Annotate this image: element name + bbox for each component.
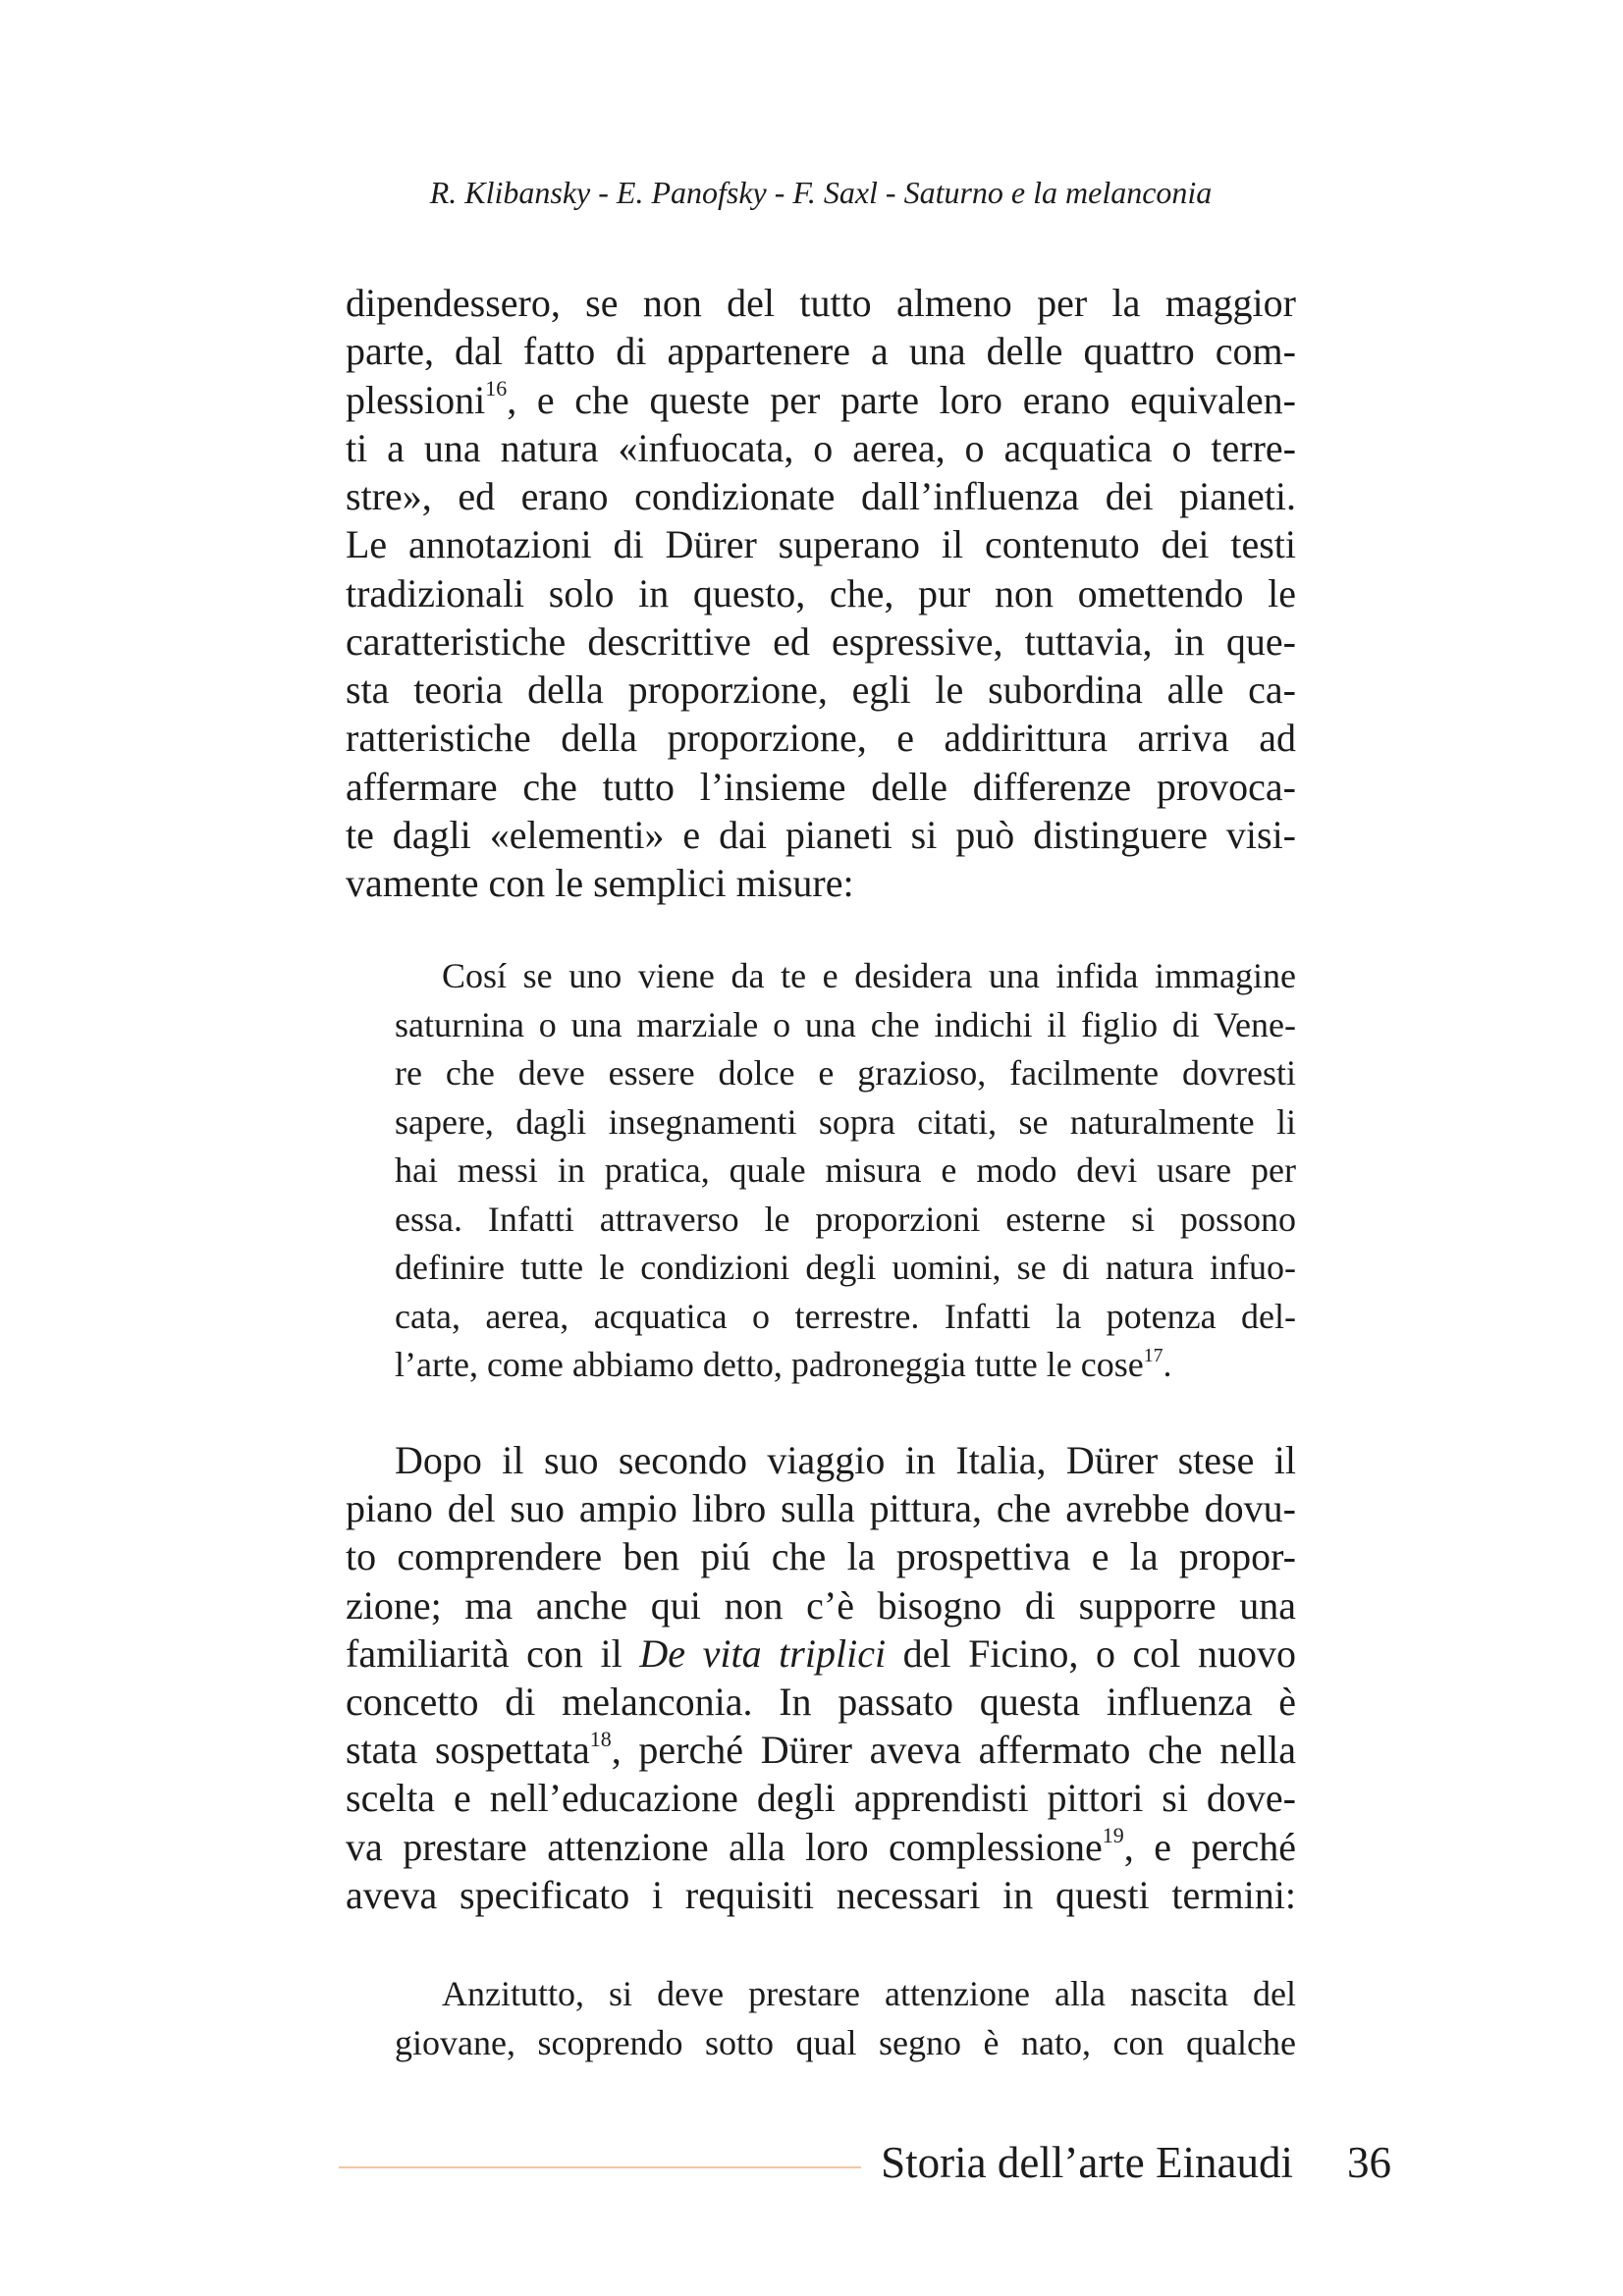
text-segment: , e perché xyxy=(1123,1824,1296,1869)
text-line: hai messi in pratica, quale misura e modo devi usare per xyxy=(395,1150,1296,1190)
text-line xyxy=(346,1726,1296,1774)
text-line: sapere, dagli insegnamenti sopra citati, se naturalmente li xyxy=(395,1101,1296,1142)
text-segment: familiarità con il xyxy=(346,1630,640,1676)
text-line: zione; ma anche qui non c’è bisogno di supporre una xyxy=(346,1582,1296,1628)
text-line: aveva specificato i requisiti necessari in questi termini: xyxy=(346,1872,1296,1917)
text-line: scelta e nell’educazione degli apprendisti pittori si dove- xyxy=(346,1776,1296,1821)
text-line: ratteristiche della proporzione, e addirittura arriva ad xyxy=(346,716,1296,761)
text-line: ti a una natura «infuocata, o aerea, o acquatica o terre- xyxy=(346,425,1296,470)
footer-rule xyxy=(339,2166,861,2168)
text-line xyxy=(346,1629,1296,1678)
text-line: essa. Infatti attraverso le proporzioni esterne si possono xyxy=(395,1199,1296,1239)
text-line xyxy=(346,376,1296,424)
body-paragraph xyxy=(346,1436,1296,1919)
text-line: cata, aerea, acquatica o terrestre. Infatti la potenza del- xyxy=(395,1296,1296,1336)
text-line: piano del suo ampio libro sulla pittura, che avrebbe dovu- xyxy=(346,1486,1296,1531)
text-line: tradizionali solo in questo, che, pur non omettendo le xyxy=(346,570,1296,615)
text-line xyxy=(346,1823,1296,1871)
text-line: dipendessero, se non del tutto almeno per la maggior xyxy=(346,281,1296,325)
text-line xyxy=(395,1341,1296,1390)
text-line: stre», ed erano condizionate dall’influenza dei pianeti. xyxy=(346,474,1296,518)
book-title-italic: De vita triplici xyxy=(639,1630,887,1676)
text-line: Dopo il suo secondo viaggio in Italia, Dürer stese il xyxy=(395,1438,1296,1482)
text-line: re che deve essere dolce e grazioso, facilmente dovresti xyxy=(395,1053,1296,1093)
text-line: te dagli «elementi» e dai pianeti si può distinguere visi- xyxy=(346,812,1296,857)
footer-series-title: Storia dell’arte Einaudi xyxy=(881,2138,1293,2187)
text-segment: . xyxy=(1163,1345,1172,1384)
text-line: to comprendere ben piú che la prospettiva e la propor- xyxy=(346,1534,1296,1579)
text-segment: l’arte, come abbiamo detto, padroneggia tutte le cose xyxy=(395,1345,1144,1384)
text-line: parte, dal fatto di appartenere a una delle quattro com- xyxy=(346,329,1296,374)
text-line: affermare che tutto l’insieme delle differenze provoca- xyxy=(346,764,1296,809)
text-line: Cosí se uno viene da te e desidera una infida immagine xyxy=(442,956,1296,995)
block-quote xyxy=(395,1970,1296,2067)
text-segment: del Ficino, o col nuovo xyxy=(886,1630,1297,1676)
footnote-marker: 17 xyxy=(1143,1344,1163,1366)
text-line: Anzitutto, si deve prestare attenzione alla nascita del xyxy=(442,1974,1296,2013)
text-line: giovane, scoprendo sotto qual segno è nato, con qualche xyxy=(395,2022,1296,2062)
text-segment: stata sospettata xyxy=(346,1728,590,1773)
text-segment: plessioni xyxy=(346,377,486,422)
text-line: saturnina o una marziale o una che indichi il figlio di Vene- xyxy=(395,1004,1296,1044)
text-line: vamente con le semplici misure: xyxy=(346,861,854,905)
text-segment: , e che queste per parte loro erano equivalen- xyxy=(507,377,1296,422)
text-line: concetto di melanconia. In passato questa influenza è xyxy=(346,1680,1296,1725)
page-number: 36 xyxy=(1347,2138,1391,2187)
body-paragraph xyxy=(346,279,1296,907)
footnote-marker: 16 xyxy=(485,376,508,401)
running-header: R. Klibansky - E. Panofsky - F. Saxl - Saturno e la melanconia xyxy=(429,175,1213,210)
text-line: caratteristiche descrittive ed espressive, tuttavia, in que- xyxy=(346,618,1296,664)
text-line: definire tutte le condizioni degli uomini, se di natura infuo- xyxy=(395,1248,1296,1287)
text-line: Le annotazioni di Dürer superano il contenuto dei testi xyxy=(346,522,1296,567)
text-segment: , perché Dürer aveva affermato che nella xyxy=(611,1728,1296,1773)
footnote-marker: 19 xyxy=(1102,1823,1124,1848)
text-line: sta teoria della proporzione, egli le subordina alle ca- xyxy=(346,667,1296,712)
footnote-marker: 18 xyxy=(589,1727,612,1752)
text-segment: va prestare attenzione alla loro complessione xyxy=(346,1824,1103,1869)
block-quote xyxy=(395,952,1296,1390)
